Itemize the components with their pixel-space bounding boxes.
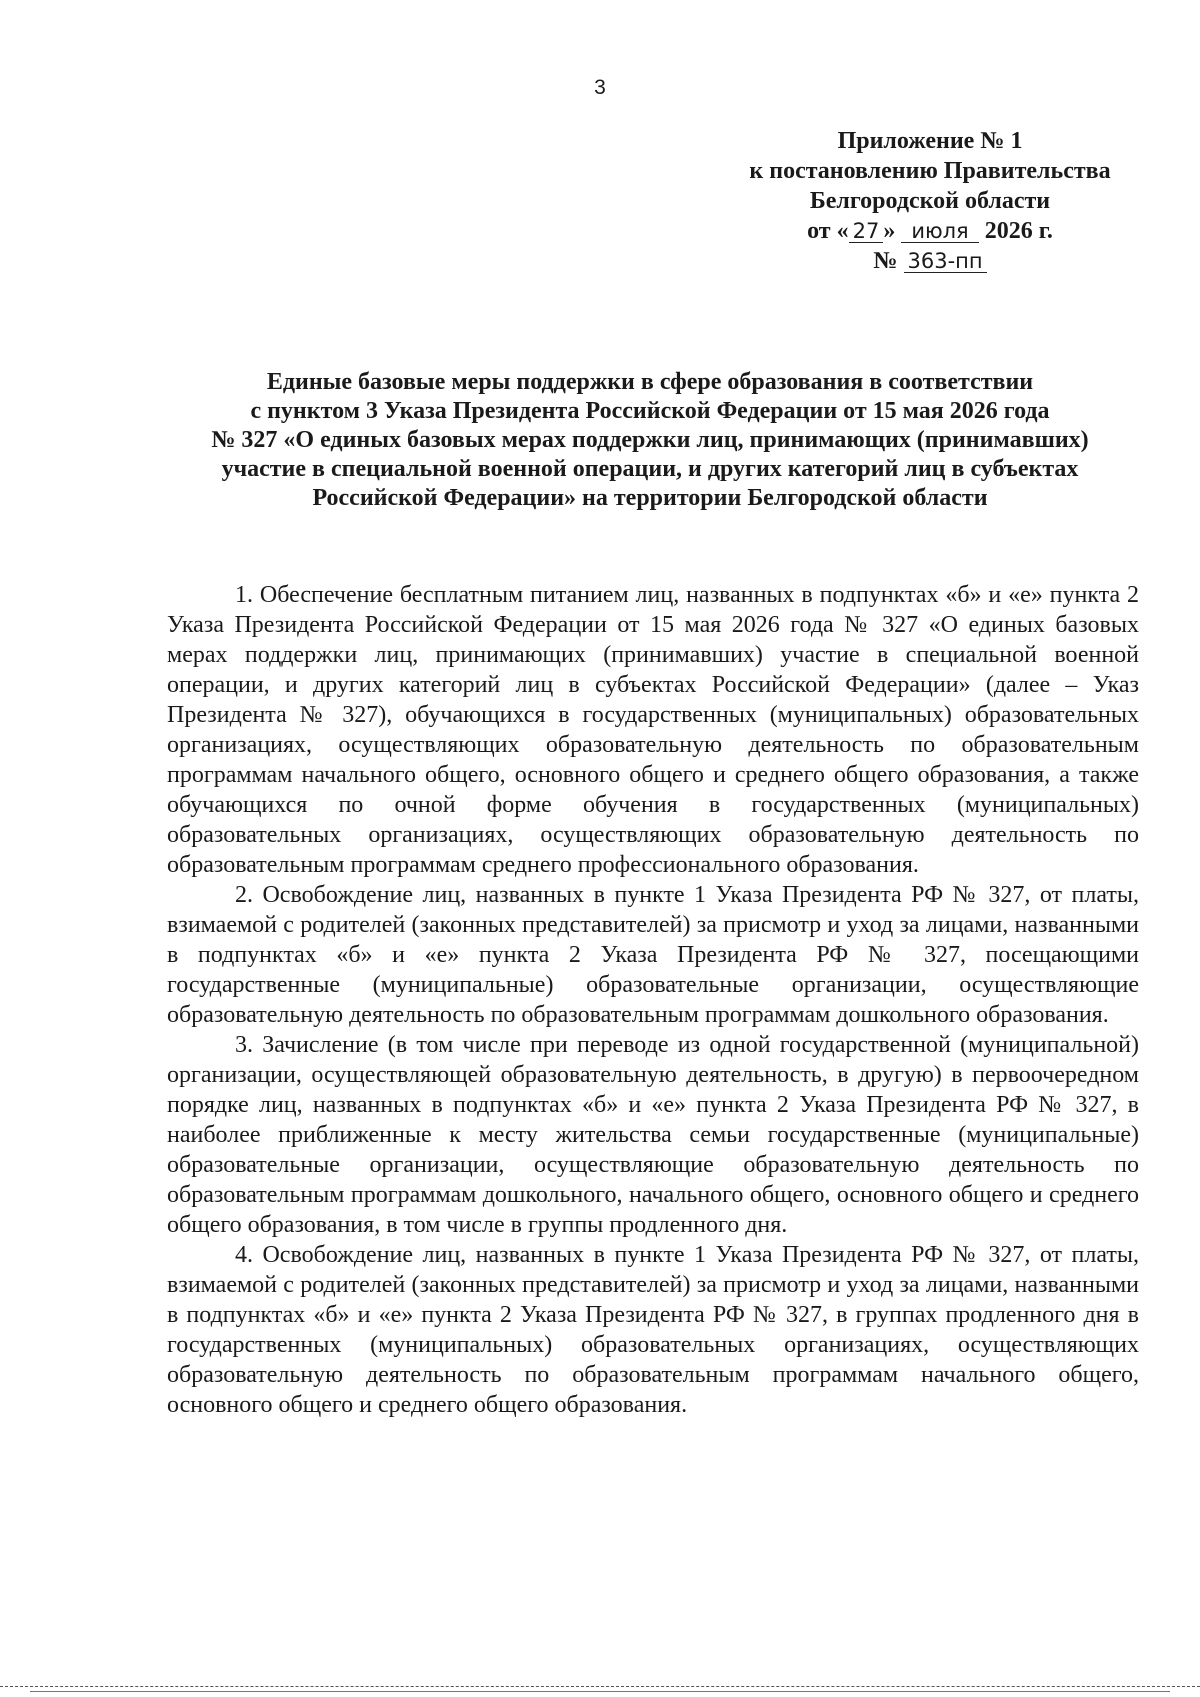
title-line-2: с пунктом 3 Указа Президента Российской Федерации от 15 мая 2026 года (250, 398, 1050, 424)
appendix-date (700, 216, 1160, 246)
number-value: 363-пп (904, 250, 987, 273)
document-body (167, 580, 1139, 1420)
document-title (160, 368, 1140, 513)
title-line-5: Российской Федерации» на территории Белгородской области (312, 485, 988, 511)
date-mid: » (883, 218, 896, 244)
title-line-4: участие в специальной военной операции, и других категорий лиц в субъектах (221, 456, 1079, 482)
appendix-header (700, 126, 1160, 276)
title-line-3: № 327 «О единых базовых мерах поддержки лиц, принимающих (принимавших) (211, 427, 1089, 453)
title-line-1: Единые базовые меры поддержки в сфере образования в соответствии (266, 369, 1034, 395)
appendix-number (700, 246, 1160, 276)
date-month: июля (901, 220, 978, 243)
page-number: 3 (594, 76, 606, 99)
number-prefix: № (873, 248, 898, 274)
date-day: 27 (849, 220, 884, 243)
appendix-region: Белгородской области (809, 188, 1051, 214)
scan-edge-line-2 (30, 1691, 1170, 1692)
appendix-resolution-ref: к постановлению Правительства (749, 158, 1111, 184)
appendix-title: Приложение № 1 (837, 128, 1023, 154)
scan-edge-line (0, 1686, 1200, 1687)
paragraph-4: 4. Освобождение лиц, названных в пункте 1 Указа Президента РФ № 327, от платы, взимаемой с родителей (законных представителей) за присмотр и уход за лицами, названными в подпунктах «б» и «е» пункта 2 Указа Президента РФ № 327, в группах продленного дня в государственных (муниципальных) образовательных организациях, осуществляющих образовательную деятельность по образовательным программам начального общего, основного общего и среднего общего образования. (167, 1242, 1139, 1418)
paragraph-1: 1. Обеспечение бесплатным питанием лиц, названных в подпунктах «б» и «е» пункта 2 Указа Президента Российской Федерации от 15 мая 2026 года № 327 «О единых базовых мерах поддержки лиц, принимающих (принимавших) участие в специальной военной операции, и других категорий лиц в субъектах Российской Федерации» (далее – Указ Президента № 327), обучающихся в государственных (муниципальных) образовательных организациях, осуществляющих образовательную деятельность по образовательным программам начального общего, основного общего и среднего общего образования, а также обучающихся по очной форме обучения в государственных (муниципальных) образовательных организациях, осуществляющих образовательную деятельность по образовательным программам среднего профессионального образования. (167, 582, 1139, 878)
date-year: 2026 г. (984, 218, 1053, 244)
paragraph-2: 2. Освобождение лиц, названных в пункте 1 Указа Президента РФ № 327, от платы, взимаемой с родителей (законных представителей) за присмотр и уход за лицами, названными в подпунктах «б» и «е» пункта 2 Указа Президента РФ № 327, посещающими государственные (муниципальные) образовательные организации, осуществляющие образовательную деятельность по образовательным программам дошкольного образования. (167, 882, 1139, 1028)
paragraph-3: 3. Зачисление (в том числе при переводе из одной государственной (муниципальной) организации, осуществляющей образовательную деятельность, в другую) в первоочередном порядке лиц, названных в подпунктах «б» и «е» пункта 2 Указа Президента РФ № 327, в наиболее приближенные к месту жительства семьи государственные (муниципальные) образовательные организации, осуществляющие образовательную деятельность по образовательным программам дошкольного, начального общего, основного общего и среднего общего образования, в том числе в группы продленного дня. (167, 1032, 1139, 1238)
date-prefix: от « (807, 218, 849, 244)
